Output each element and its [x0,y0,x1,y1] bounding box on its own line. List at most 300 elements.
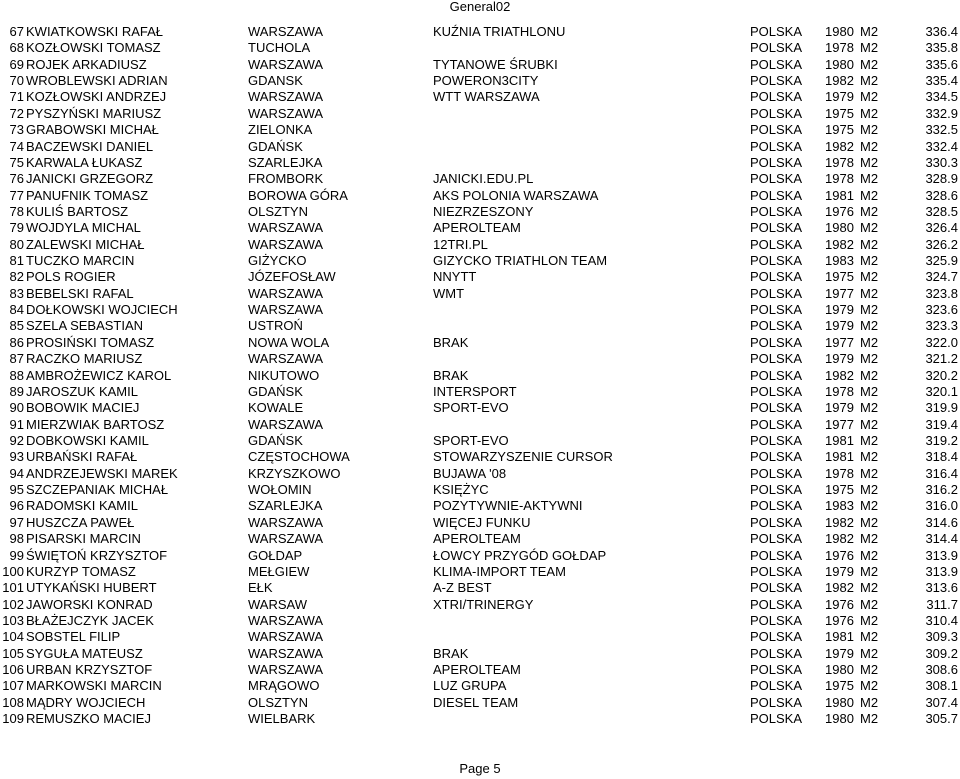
country: POLSKA [750,122,803,138]
athlete-name: KARWALA ŁUKASZ [26,154,143,170]
birth-year: 1982 [825,531,854,547]
country: POLSKA [750,334,803,350]
country: POLSKA [750,400,803,416]
place-number: 76 [9,171,24,187]
points: 310.4 [925,612,958,628]
place-number: 70 [9,73,24,89]
city: WARSAW [248,596,307,612]
table-row [0,466,960,482]
table-row [0,531,960,547]
country: POLSKA [750,596,803,612]
birth-year: 1978 [825,154,854,170]
club: ŁOWCY PRZYGÓD GOŁDAP [433,547,607,563]
category: M2 [860,269,879,285]
category: M2 [860,367,879,383]
athlete-name: RADOMSKI KAMIL [26,498,138,514]
birth-year: 1978 [825,465,854,481]
place-number: 80 [9,236,24,252]
place-number: 102 [2,596,24,612]
athlete-name: KOZŁOWSKI TOMASZ [26,40,161,56]
club: LUZ GRUPA [433,678,507,694]
place-number: 71 [9,89,24,105]
place-number: 79 [9,220,24,236]
table-row [0,155,960,171]
category: M2 [860,138,879,154]
birth-year: 1980 [825,24,854,39]
athlete-name: PYSZYŃSKI MARIUSZ [26,105,162,121]
country: POLSKA [750,24,803,39]
country: POLSKA [750,547,803,563]
country: POLSKA [750,416,803,432]
country: POLSKA [750,89,803,105]
table-row [0,40,960,56]
results-table [0,24,960,727]
birth-year: 1979 [825,89,854,105]
country: POLSKA [750,220,803,236]
birth-year: 1981 [825,629,854,645]
country: POLSKA [750,498,803,514]
birth-year: 1978 [825,383,854,399]
birth-year: 1982 [825,514,854,530]
table-row [0,597,960,613]
place-number: 89 [9,383,24,399]
category: M2 [860,514,879,530]
place-number: 101 [2,580,24,596]
points: 335.6 [925,56,958,72]
points: 321.2 [925,351,958,367]
page-number: Page 5 [459,761,501,776]
points: 323.6 [925,302,958,318]
birth-year: 1976 [825,547,854,563]
club: TYTANOWE ŚRUBKI [433,56,558,72]
club: SPORT-EVO [433,400,509,416]
place-number: 94 [9,465,24,481]
table-row [0,662,960,678]
table-row [0,580,960,596]
city: GIŻYCKO [248,253,307,269]
place-number: 103 [2,612,24,628]
athlete-name: MĄDRY WOJCIECH [26,694,146,710]
place-number: 92 [9,432,24,448]
city: OLSZTYN [248,203,308,219]
athlete-name: BOBOWIK MACIEJ [26,400,140,416]
birth-year: 1975 [825,269,854,285]
category: M2 [860,24,879,39]
birth-year: 1980 [825,56,854,72]
club: STOWARZYSZENIE CURSOR [433,449,613,465]
table-row [0,188,960,204]
points: 328.9 [925,171,958,187]
birth-year: 1983 [825,253,854,269]
athlete-name: KULIŚ BARTOSZ [26,203,129,219]
category: M2 [860,253,879,269]
club: APEROLTEAM [433,662,521,678]
birth-year: 1983 [825,498,854,514]
club: BUJAWA '08 [433,465,507,481]
country: POLSKA [750,612,803,628]
place-number: 100 [2,563,24,579]
category: M2 [860,662,879,678]
category: M2 [860,351,879,367]
table-row [0,368,960,384]
category: M2 [860,580,879,596]
category: M2 [860,285,879,301]
athlete-name: URBAŃSKI RAFAŁ [26,449,138,465]
country: POLSKA [750,367,803,383]
city: WARSZAWA [248,531,324,547]
points: 319.9 [925,400,958,416]
category: M2 [860,105,879,121]
country: POLSKA [750,285,803,301]
points: 311.7 [926,596,958,612]
table-row [0,351,960,367]
athlete-name: ANDRZEJEWSKI MAREK [26,465,178,481]
place-number: 108 [2,694,24,710]
table-row [0,711,960,727]
category: M2 [860,711,879,727]
table-row [0,335,960,351]
points: 322.0 [925,334,958,350]
table-row [0,433,960,449]
club: KSIĘŻYC [433,482,489,498]
category: M2 [860,187,879,203]
club: SPORT-EVO [433,432,509,448]
city: TUCHOLA [248,40,311,56]
country: POLSKA [750,629,803,645]
athlete-name: MARKOWSKI MARCIN [26,678,162,694]
birth-year: 1980 [825,711,854,727]
points: 313.9 [925,547,958,563]
points: 330.3 [925,154,958,170]
birth-year: 1982 [825,580,854,596]
club: A-Z BEST [433,580,492,596]
category: M2 [860,449,879,465]
club: BRAK [433,367,469,383]
city: WARSZAWA [248,24,324,39]
athlete-name: KURZYP TOMASZ [26,563,136,579]
birth-year: 1982 [825,367,854,383]
city: USTROŃ [248,318,303,334]
place-number: 88 [9,367,24,383]
points: 316.2 [925,482,958,498]
place-number: 73 [9,122,24,138]
athlete-name: BŁAŻEJCZYK JACEK [26,612,154,628]
points: 323.8 [925,285,958,301]
country: POLSKA [750,187,803,203]
birth-year: 1980 [825,694,854,710]
athlete-name: RACZKO MARIUSZ [26,351,143,367]
country: POLSKA [750,449,803,465]
club: BRAK [433,645,469,661]
points: 325.9 [925,253,958,269]
table-row [0,417,960,433]
athlete-name: ROJEK ARKADIUSZ [26,56,147,72]
place-number: 99 [9,547,24,563]
birth-year: 1978 [825,40,854,56]
country: POLSKA [750,580,803,596]
club: BRAK [433,334,469,350]
table-row [0,302,960,318]
club: INTERSPORT [433,383,517,399]
athlete-name: WROBLEWSKI ADRIAN [26,73,168,89]
birth-year: 1976 [825,596,854,612]
country: POLSKA [750,531,803,547]
category: M2 [860,122,879,138]
club: POWERON3CITY [433,73,539,89]
place-number: 96 [9,498,24,514]
athlete-name: TUCZKO MARCIN [26,253,135,269]
country: POLSKA [750,318,803,334]
club: NIEZRZESZONY [433,203,534,219]
points: 324.7 [925,269,958,285]
birth-year: 1981 [825,187,854,203]
birth-year: 1979 [825,318,854,334]
athlete-name: SZCZEPANIAK MICHAŁ [26,482,169,498]
country: POLSKA [750,465,803,481]
country: POLSKA [750,236,803,252]
country: POLSKA [750,253,803,269]
birth-year: 1975 [825,105,854,121]
country: POLSKA [750,645,803,661]
place-number: 105 [2,645,24,661]
table-row [0,204,960,220]
athlete-name: MIERZWIAK BARTOSZ [26,416,165,432]
place-number: 93 [9,449,24,465]
club: 12TRI.PL [433,236,488,252]
category: M2 [860,498,879,514]
country: POLSKA [750,678,803,694]
birth-year: 1976 [825,203,854,219]
country: POLSKA [750,694,803,710]
points: 335.8 [925,40,958,56]
country: POLSKA [750,383,803,399]
country: POLSKA [750,40,803,56]
club: NNYTT [433,269,477,285]
category: M2 [860,416,879,432]
country: POLSKA [750,302,803,318]
birth-year: 1975 [825,482,854,498]
athlete-name: KWIATKOWSKI RAFAŁ [26,24,164,39]
points: 332.9 [925,105,958,121]
table-row [0,629,960,645]
place-number: 104 [2,629,24,645]
athlete-name: JAWORSKI KONRAD [26,596,153,612]
city: JÓZEFOSŁAW [248,269,336,285]
category: M2 [860,547,879,563]
birth-year: 1976 [825,612,854,628]
birth-year: 1975 [825,678,854,694]
points: 308.6 [925,662,958,678]
club: WMT [433,285,465,301]
athlete-name: JANICKI GRZEGORZ [26,171,154,187]
place-number: 85 [9,318,24,334]
country: POLSKA [750,662,803,678]
category: M2 [860,465,879,481]
birth-year: 1981 [825,432,854,448]
athlete-name: BEBELSKI RAFAL [26,285,134,301]
country: POLSKA [750,482,803,498]
country: POLSKA [750,203,803,219]
birth-year: 1975 [825,122,854,138]
birth-year: 1979 [825,563,854,579]
category: M2 [860,432,879,448]
category: M2 [860,203,879,219]
athlete-name: POLS ROGIER [26,269,116,285]
athlete-name: DOŁKOWSKI WOJCIECH [26,302,178,318]
club: POZYTYWNIE-AKTYWNI [433,498,583,514]
table-row [0,482,960,498]
city: WARSZAWA [248,416,324,432]
club: DIESEL TEAM [433,694,519,710]
points: 319.4 [925,416,958,432]
points: 319.2 [925,432,958,448]
city: OLSZTYN [248,694,308,710]
table-row [0,253,960,269]
athlete-name: PISARSKI MARCIN [26,531,141,547]
city: MRĄGOWO [248,678,320,694]
table-row [0,89,960,105]
place-number: 81 [9,253,24,269]
table-row [0,57,960,73]
city: WARSZAWA [248,89,324,105]
city: GDAŃSK [248,138,303,154]
club: WIĘCEJ FUNKU [433,514,531,530]
club: GIZYCKO TRIATHLON TEAM [433,253,608,269]
country: POLSKA [750,56,803,72]
birth-year: 1977 [825,416,854,432]
category: M2 [860,596,879,612]
table-row [0,269,960,285]
country: POLSKA [750,514,803,530]
city: KRZYSZKOWO [248,465,341,481]
category: M2 [860,171,879,187]
club: KLIMA-IMPORT TEAM [433,563,566,579]
points: 336.4 [925,24,958,39]
category: M2 [860,56,879,72]
club: WTT WARSZAWA [433,89,540,105]
city: WIELBARK [248,711,316,727]
place-number: 91 [9,416,24,432]
athlete-name: GRABOWSKI MICHAŁ [26,122,159,138]
points: 309.2 [925,645,958,661]
country: POLSKA [750,269,803,285]
athlete-name: SZELA SEBASTIAN [26,318,144,334]
athlete-name: PANUFNIK TOMASZ [26,187,149,203]
table-row [0,139,960,155]
city: CZĘSTOCHOWA [248,449,350,465]
city: WARSZAWA [248,662,324,678]
birth-year: 1977 [825,285,854,301]
city: WARSZAWA [248,351,324,367]
city: WOŁOMIN [248,482,312,498]
birth-year: 1982 [825,236,854,252]
country: POLSKA [750,711,803,727]
country: POLSKA [750,432,803,448]
city: NIKUTOWO [248,367,320,383]
athlete-name: BACZEWSKI DANIEL [26,138,154,154]
birth-year: 1981 [825,449,854,465]
table-row [0,384,960,400]
category: M2 [860,645,879,661]
table-row [0,171,960,187]
athlete-name: SYGUŁA MATEUSZ [26,645,143,661]
points: 308.1 [925,678,958,694]
category: M2 [860,334,879,350]
points: 309.3 [925,629,958,645]
city: GDAŃSK [248,383,303,399]
club: APEROLTEAM [433,220,521,236]
table-row [0,515,960,531]
country: POLSKA [750,351,803,367]
city: WARSZAWA [248,645,324,661]
table-row [0,220,960,236]
athlete-name: HUSZCZA PAWEŁ [26,514,135,530]
athlete-name: UTYKAŃSKI HUBERT [26,580,157,596]
birth-year: 1977 [825,334,854,350]
place-number: 69 [9,56,24,72]
place-number: 106 [2,662,24,678]
place-number: 95 [9,482,24,498]
city: SZARLEJKA [248,154,323,170]
city: WARSZAWA [248,285,324,301]
points: 335.4 [925,73,958,89]
city: FROMBORK [248,171,324,187]
category: M2 [860,318,879,334]
table-row [0,548,960,564]
city: WARSZAWA [248,236,324,252]
city: WARSZAWA [248,220,324,236]
table-row [0,613,960,629]
points: 313.6 [925,580,958,596]
table-row [0,286,960,302]
points: 314.6 [925,514,958,530]
athlete-name: DOBKOWSKI KAMIL [26,432,149,448]
city: ZIELONKA [248,122,313,138]
birth-year: 1979 [825,645,854,661]
country: POLSKA [750,138,803,154]
table-row [0,498,960,514]
country: POLSKA [750,154,803,170]
country: POLSKA [750,73,803,89]
place-number: 68 [9,40,24,56]
city: KOWALE [248,400,304,416]
table-row [0,400,960,416]
report-title: General02 [449,0,511,14]
athlete-name: SOBSTEL FILIP [26,629,121,645]
athlete-name: ŚWIĘTOŃ KRZYSZTOF [26,547,168,563]
athlete-name: URBAN KRZYSZTOF [26,662,153,678]
place-number: 90 [9,400,24,416]
place-number: 75 [9,154,24,170]
points: 320.1 [925,383,958,399]
category: M2 [860,236,879,252]
category: M2 [860,302,879,318]
points: 305.7 [925,711,958,727]
club: APEROLTEAM [433,531,521,547]
table-row [0,73,960,89]
place-number: 98 [9,531,24,547]
birth-year: 1980 [825,662,854,678]
place-number: 83 [9,285,24,301]
birth-year: 1982 [825,138,854,154]
place-number: 67 [9,24,24,39]
place-number: 97 [9,514,24,530]
city: SZARLEJKA [248,498,323,514]
place-number: 77 [9,187,24,203]
city: GOŁDAP [248,547,303,563]
points: 320.2 [925,367,958,383]
category: M2 [860,89,879,105]
